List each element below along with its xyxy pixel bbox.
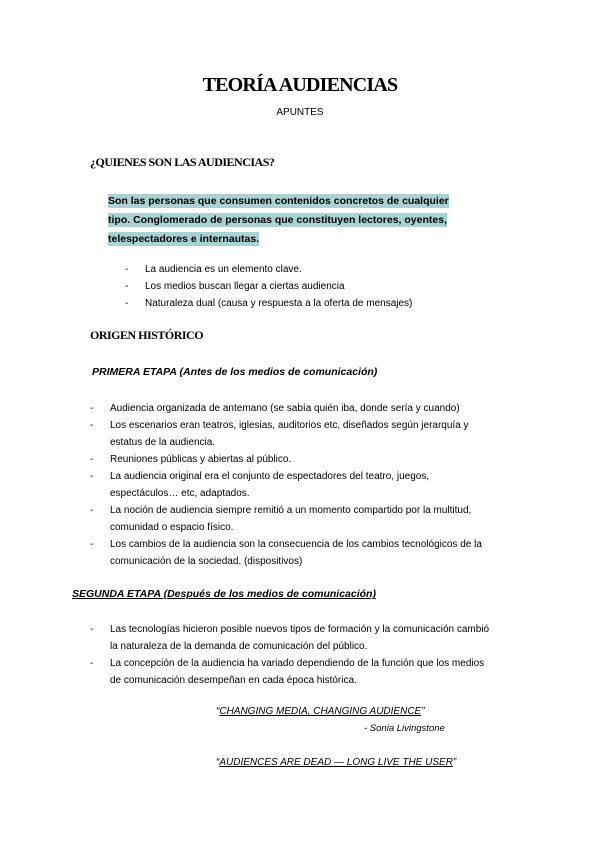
dash-marker: - xyxy=(90,454,94,465)
list-item-text: La concepción de la audiencia ha variado dependiendo de la función que los medios xyxy=(110,658,485,669)
dash-marker: - xyxy=(90,505,94,516)
list-item xyxy=(125,295,413,312)
list-item xyxy=(90,502,528,536)
list-item-text: Los cambios de la audiencia son la consecuencia de los cambios tecnológicos de la xyxy=(110,539,482,550)
document-subtitle: APUNTES xyxy=(276,107,324,118)
list-item xyxy=(125,261,412,278)
quote-open-mark: “ xyxy=(216,757,220,768)
list-item-text: Audiencia organizada de antemano (se sabía quién iba, donde sería y cuando) xyxy=(110,403,460,414)
dash-marker: - xyxy=(125,264,129,275)
stage-one-title: PRIMERA ETAPA (Antes de los medios de comunicación) xyxy=(92,366,378,378)
highlight-line: tipo. Conglomerado de personas que constituyen lectores, oyentes, xyxy=(108,214,447,226)
list-item xyxy=(90,621,528,655)
list-item-text: de comunicación desempeñan en cada época histórica. xyxy=(110,675,357,686)
dash-marker: - xyxy=(125,298,129,309)
dash-marker: - xyxy=(90,539,94,550)
list-item-text: Los medios buscan llegar a ciertas audiencia xyxy=(145,281,345,292)
highlight-line: telespectadores e internautas. xyxy=(108,233,260,245)
list-item-text: espectáculos… etc, adaptados. xyxy=(110,488,250,499)
quote-text: AUDIENCES ARE DEAD — LONG LIVE THE USER xyxy=(219,757,453,768)
quote-close-mark: ” xyxy=(452,757,457,768)
dash-marker: - xyxy=(90,471,94,482)
document-title: TEORÍA AUDIENCIAS xyxy=(202,74,398,96)
stage-two-title: SEGUNDA ETAPA (Después de los medios de comunicación) xyxy=(72,588,376,600)
stage-two-bullet-list xyxy=(90,621,528,689)
quote-close-mark: ” xyxy=(421,706,425,717)
audience-bullet-list xyxy=(125,261,413,312)
list-item-text: La audiencia es un elemento clave. xyxy=(145,264,302,275)
list-item-text: Las tecnologías hicieron posible nuevos tipos de formación y la comunicación cambió xyxy=(110,624,490,635)
list-item xyxy=(90,468,528,502)
list-item xyxy=(90,451,528,468)
dash-marker: - xyxy=(90,624,94,635)
dash-marker: - xyxy=(90,403,94,414)
list-item xyxy=(90,400,528,417)
stage-one-bullet-list xyxy=(90,400,528,570)
dash-marker: - xyxy=(125,281,129,292)
list-item-text: Reuniones públicas y abiertas al público. xyxy=(110,454,292,465)
list-item-text: comunicación de la sociedad. (dispositivos) xyxy=(110,556,303,567)
list-item xyxy=(90,417,528,451)
list-item-text: la naturaleza de la demanda de comunicación del público. xyxy=(110,641,368,652)
list-item-text: comunidad o espacio físico. xyxy=(110,522,234,533)
list-item-text: La noción de audiencia siempre remitió a un momento compartido por la multitud, xyxy=(110,505,472,516)
definition-highlight xyxy=(108,192,458,249)
dash-marker: - xyxy=(90,420,94,431)
list-item-text: estatus de la audiencia. xyxy=(110,437,216,448)
list-item xyxy=(90,536,528,570)
list-item xyxy=(90,655,528,689)
highlight-line: Son las personas que consumen contenidos concretos de cualquier xyxy=(108,195,449,207)
quote-changing-media xyxy=(216,706,425,717)
list-item-text: Los escenarios eran teatros, iglesias, auditorios etc, diseñados según jerarquía y xyxy=(110,420,469,431)
section-heading-audiences: ¿QUIENES SON LAS AUDIENCIAS? xyxy=(90,155,275,169)
list-item-text: La audiencia original era el conjunto de espectadores del teatro, juegos, xyxy=(110,471,430,482)
dash-marker: - xyxy=(90,658,94,669)
list-item-text: Naturaleza dual (causa y respuesta a la oferta de mensajes) xyxy=(145,298,413,309)
section-heading-origin: ORIGEN HISTÓRICO xyxy=(90,328,204,342)
quote-audiences-dead xyxy=(216,757,456,768)
list-item xyxy=(125,278,412,295)
quote-open-mark: “ xyxy=(216,706,220,717)
quote-text: CHANGING MEDIA, CHANGING AUDIENCE xyxy=(219,706,422,717)
quote-author: - Sonia Livingstone xyxy=(364,723,445,734)
